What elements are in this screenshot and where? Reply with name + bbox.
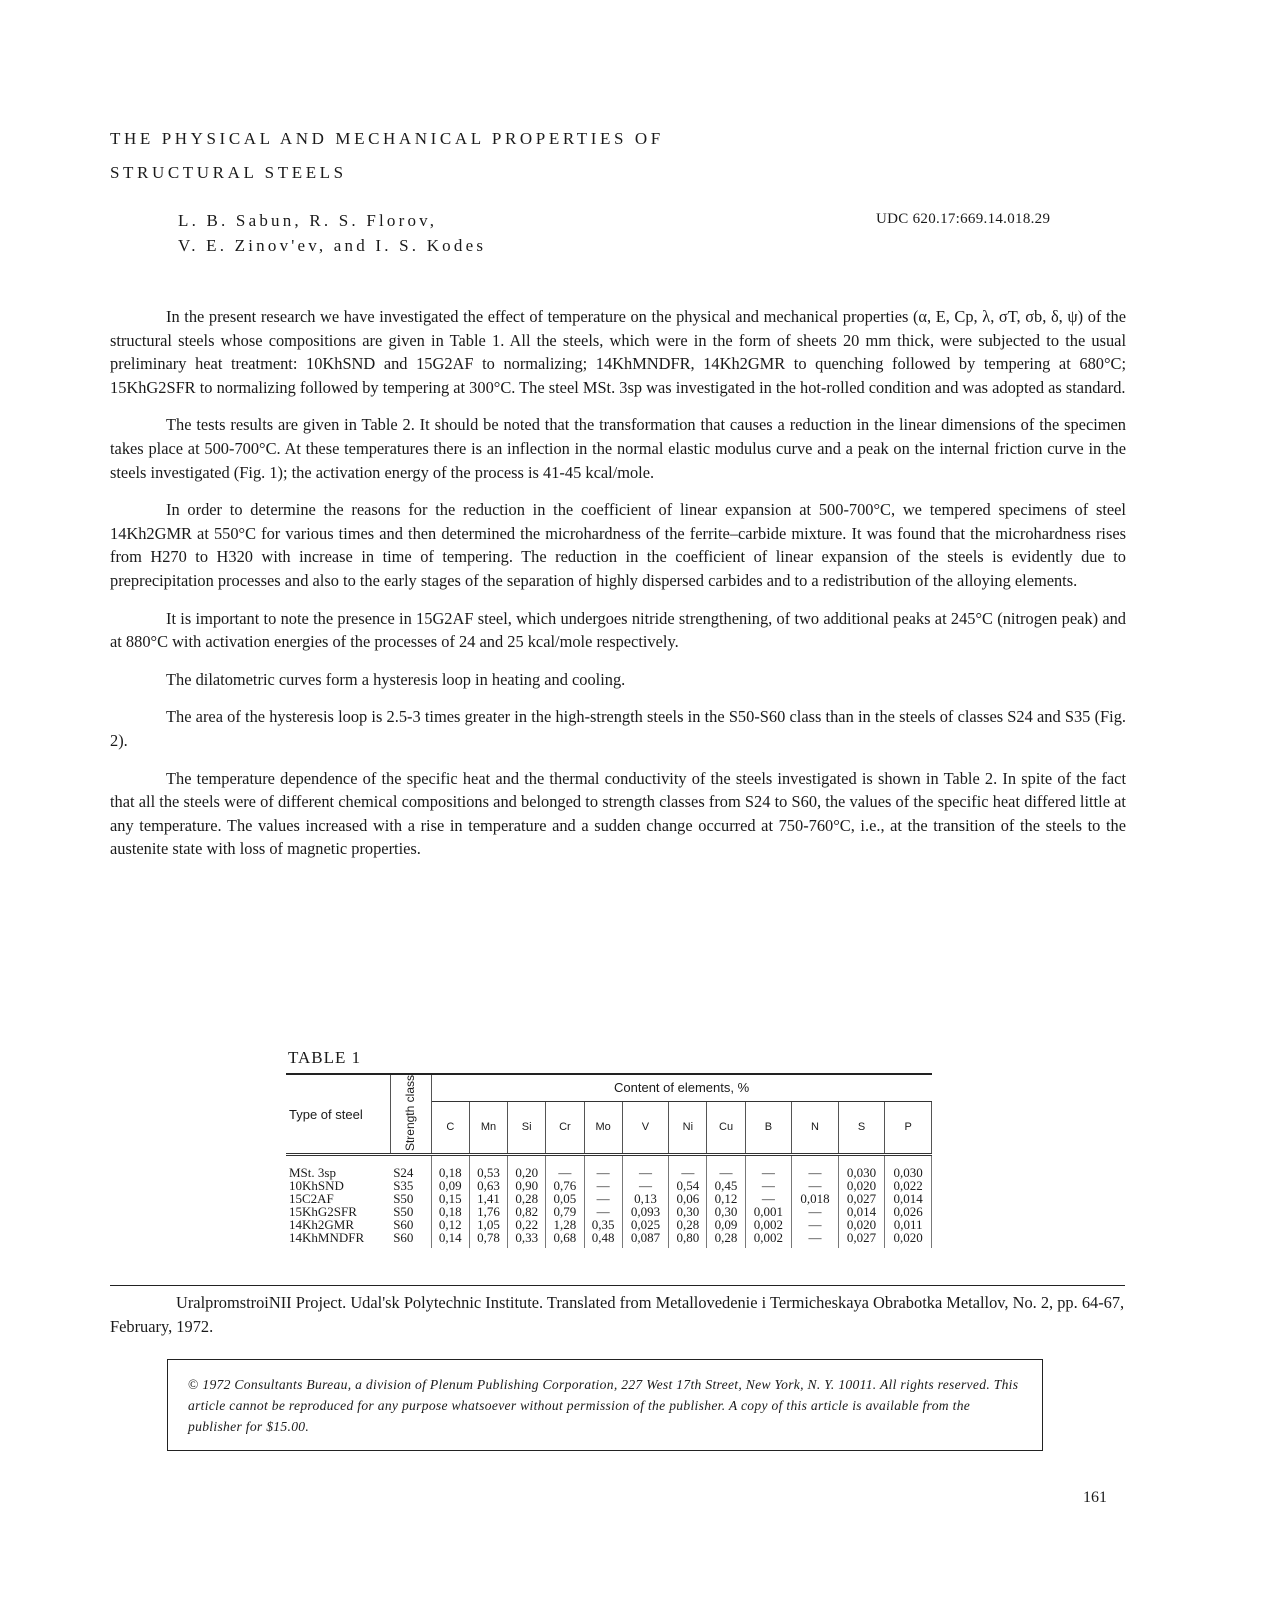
element-content-cell: 0,020	[838, 1179, 885, 1192]
element-content-cell: 0,014	[838, 1205, 885, 1218]
element-content-cell: —	[546, 1155, 584, 1180]
strength-class-cell: S60	[390, 1231, 431, 1248]
element-content-cell: 0,12	[707, 1192, 745, 1205]
authors-line-1: L. B. Sabun, R. S. Florov,	[178, 211, 438, 230]
affiliation-note: UralpromstroiNII Project. Udal'sk Polytechnic Institute. Translated from Metallovedenie i Termicheskaya Obrabotka Metallov, No. 2, pp. 64-67, February, 1972.	[110, 1293, 1125, 1336]
element-content-cell: —	[669, 1155, 707, 1180]
element-content-cell: 0,90	[508, 1179, 546, 1192]
element-content-cell: —	[584, 1205, 622, 1218]
element-header: Mn	[469, 1101, 507, 1154]
table-row	[286, 1231, 932, 1248]
element-content-cell: —	[622, 1155, 669, 1180]
element-content-cell: 0,20	[508, 1155, 546, 1180]
element-content-cell: —	[745, 1179, 792, 1192]
element-content-cell: —	[745, 1192, 792, 1205]
content-of-elements-header: Content of elements, %	[431, 1074, 931, 1101]
element-content-cell: 1,28	[546, 1218, 584, 1231]
article-title	[110, 122, 664, 190]
element-content-cell: —	[584, 1155, 622, 1180]
element-content-cell: 0,027	[838, 1192, 885, 1205]
element-content-cell: —	[792, 1218, 839, 1231]
element-header: P	[885, 1101, 932, 1154]
element-content-cell: —	[745, 1155, 792, 1180]
element-content-cell: 0,026	[885, 1205, 932, 1218]
element-content-cell: —	[792, 1155, 839, 1180]
steel-type-cell: 15C2AF	[289, 1191, 334, 1207]
steel-type-cell: 10KhSND	[289, 1178, 344, 1194]
element-content-cell: —	[584, 1192, 622, 1205]
element-content-cell: 0,35	[584, 1218, 622, 1231]
element-header: Mo	[584, 1101, 622, 1154]
strength-class-cell: S24	[390, 1155, 431, 1180]
element-content-cell: 0,28	[669, 1218, 707, 1231]
element-header: V	[622, 1101, 669, 1154]
element-content-cell: 0,45	[707, 1179, 745, 1192]
paragraph: It is important to note the presence in 15G2AF steel, which undergoes nitride strengthening, of two additional peaks at 245°C (nitrogen peak) and at 880°C with activation energies of the processes of 24 and 25 kcal/mole respectively.	[110, 608, 1126, 652]
copyright-text: 1972 Consultants Bureau, a division of Plenum Publishing Corporation, 227 West 17th Street, New York, N. Y. 10011. All rights reserved. This article cannot be reproduced for any purpose whatsoever without permission of the publisher. A copy of this article is available from the publisher for $15.00.	[188, 1377, 1019, 1434]
element-content-cell: 0,22	[508, 1218, 546, 1231]
element-content-cell: 0,63	[469, 1179, 507, 1192]
element-content-cell: 0,53	[469, 1155, 507, 1180]
article-body	[110, 305, 1126, 875]
element-content-cell: 0,18	[431, 1155, 469, 1180]
element-content-cell: 0,12	[431, 1218, 469, 1231]
element-content-cell: 0,09	[707, 1218, 745, 1231]
element-content-cell: 0,020	[838, 1218, 885, 1231]
page-number: 161	[1083, 1489, 1107, 1506]
strength-class-cell: S50	[390, 1192, 431, 1205]
element-content-cell: 0,014	[885, 1192, 932, 1205]
footnote-rule	[110, 1285, 1125, 1286]
element-content-cell: 0,30	[707, 1205, 745, 1218]
title-line-2: STRUCTURAL STEELS	[110, 163, 347, 182]
steel-type-cell: 14Kh2GMR	[289, 1217, 355, 1233]
element-content-cell: 0,06	[669, 1192, 707, 1205]
table-row	[286, 1155, 932, 1180]
copyright-symbol: ©	[188, 1377, 199, 1392]
element-content-cell: 0,76	[546, 1179, 584, 1192]
composition-table	[286, 1073, 932, 1248]
element-content-cell: 0,13	[622, 1192, 669, 1205]
paragraph: In order to determine the reasons for the reduction in the coefficient of linear expansion at 500-700°C, we tempered specimens of steel 14Kh2GMR at 550°C for various times and then determined the microhardness of the ferrite–carbide mixture. It was found that the microhardness rises from H270 to H320 with increase in time of tempering. The reduction in the coefficient of linear expansion of the steels is evidently due to preprecipitation processes and also to the early stages of the separation of highly dispersed carbides and to a redistribution of the alloying elements.	[110, 500, 1126, 590]
strength-class-label: Strength class	[403, 1075, 418, 1152]
paragraph: The area of the hysteresis loop is 2.5-3 times greater in the high-strength steels in the S50-S60 class than in the steels of classes S24 and S35 (Fig. 2).	[110, 707, 1126, 750]
element-content-cell: 0,001	[745, 1205, 792, 1218]
element-content-cell: 0,80	[669, 1231, 707, 1248]
element-content-cell: 0,68	[546, 1231, 584, 1248]
paragraph: In the present research we have investigated the effect of temperature on the physical and mechanical properties (α, E, Cp, λ, σT, σb, δ, ψ) of the structural steels whose compositions are given in Table 1. All the steels, which were in the form of sheets 20 mm thick, were subjected to the usual preliminary heat treatment: 10KhSND and 15G2AF to normalizing; 14KhMNDFR, 14Kh2GMR to quenching followed by tempering at 680°C; 15KhG2SFR to normalizing followed by tempering at 300°C. The steel MSt. 3sp was investigated in the hot-rolled condition and was adopted as standard.	[110, 307, 1126, 397]
element-header: Si	[508, 1101, 546, 1154]
element-content-cell: 0,09	[431, 1179, 469, 1192]
element-header: B	[745, 1101, 792, 1154]
element-content-cell: 0,020	[885, 1231, 932, 1248]
strength-class-header	[390, 1074, 431, 1155]
element-header: Cr	[546, 1101, 584, 1154]
paragraph: The dilatometric curves form a hysteresis loop in heating and cooling.	[166, 669, 626, 689]
element-content-cell: 0,027	[838, 1231, 885, 1248]
copyright-box	[167, 1359, 1043, 1451]
element-content-cell: —	[792, 1231, 839, 1248]
strength-class-cell: S35	[390, 1179, 431, 1192]
steel-type-cell: MSt. 3sp	[289, 1165, 336, 1181]
steel-type-cell: 15KhG2SFR	[289, 1204, 357, 1220]
element-content-cell: 0,011	[885, 1218, 932, 1231]
element-content-cell: 0,002	[745, 1231, 792, 1248]
steel-type-cell: 14KhMNDFR	[289, 1230, 365, 1246]
authors-line-2: V. E. Zinov'ev, and I. S. Kodes	[178, 236, 487, 255]
element-content-cell: —	[792, 1205, 839, 1218]
element-content-cell: 0,022	[885, 1179, 932, 1192]
element-content-cell: —	[584, 1179, 622, 1192]
element-content-cell: 0,087	[622, 1231, 669, 1248]
element-header: N	[792, 1101, 839, 1154]
element-content-cell: —	[792, 1179, 839, 1192]
table-body	[286, 1155, 932, 1249]
element-content-cell: 0,30	[669, 1205, 707, 1218]
type-of-steel-header: Type of steel	[286, 1074, 390, 1155]
element-content-cell: 1,76	[469, 1205, 507, 1218]
element-content-cell: 0,78	[469, 1231, 507, 1248]
strength-class-cell: S50	[390, 1205, 431, 1218]
element-content-cell: 0,093	[622, 1205, 669, 1218]
element-content-cell: 0,15	[431, 1192, 469, 1205]
element-content-cell: 0,28	[508, 1192, 546, 1205]
element-content-cell: 0,030	[885, 1155, 932, 1180]
element-content-cell: 1,41	[469, 1192, 507, 1205]
element-header: S	[838, 1101, 885, 1154]
element-content-cell: 1,05	[469, 1218, 507, 1231]
element-header: Cu	[707, 1101, 745, 1154]
element-header: Ni	[669, 1101, 707, 1154]
element-header: C	[431, 1101, 469, 1154]
element-content-cell: 0,79	[546, 1205, 584, 1218]
element-content-cell: —	[707, 1155, 745, 1180]
element-content-cell: 0,48	[584, 1231, 622, 1248]
element-content-cell: 0,018	[792, 1192, 839, 1205]
paragraph: The temperature dependence of the specific heat and the thermal conductivity of the steels investigated is shown in Table 2. In spite of the fact that all the steels were of different chemical compositions and belonged to strength classes from S24 to S60, the values of the specific heat differed little at any temperature. The values increased with a rise in temperature and a sudden change occurred at 750-760°C, i.e., at the transition of the steels to the austenite state with loss of magnetic properties.	[110, 768, 1126, 859]
element-content-cell: 0,28	[707, 1231, 745, 1248]
element-content-cell: 0,82	[508, 1205, 546, 1218]
element-content-cell: 0,18	[431, 1205, 469, 1218]
element-content-cell: —	[622, 1179, 669, 1192]
element-content-cell: 0,030	[838, 1155, 885, 1180]
table-caption: TABLE 1	[288, 1048, 362, 1067]
title-line-1: THE PHYSICAL AND MECHANICAL PROPERTIES OF	[110, 129, 664, 148]
element-content-cell: 0,025	[622, 1218, 669, 1231]
element-content-cell: 0,14	[431, 1231, 469, 1248]
element-content-cell: 0,002	[745, 1218, 792, 1231]
strength-class-cell: S60	[390, 1218, 431, 1231]
udc-code: UDC 620.17:669.14.018.29	[876, 211, 1051, 227]
paragraph: The tests results are given in Table 2. It should be noted that the transformation that causes a reduction in the linear dimensions of the specimen takes place at 500-700°C. At these temperatures there is an inflection in the normal elastic modulus curve and a peak on the internal friction curve in the steels investigated (Fig. 1); the activation energy of the process is 41-45 kcal/mole.	[110, 415, 1126, 482]
authors	[178, 208, 486, 258]
element-content-cell: 0,33	[508, 1231, 546, 1248]
element-content-cell: 0,54	[669, 1179, 707, 1192]
element-content-cell: 0,05	[546, 1192, 584, 1205]
